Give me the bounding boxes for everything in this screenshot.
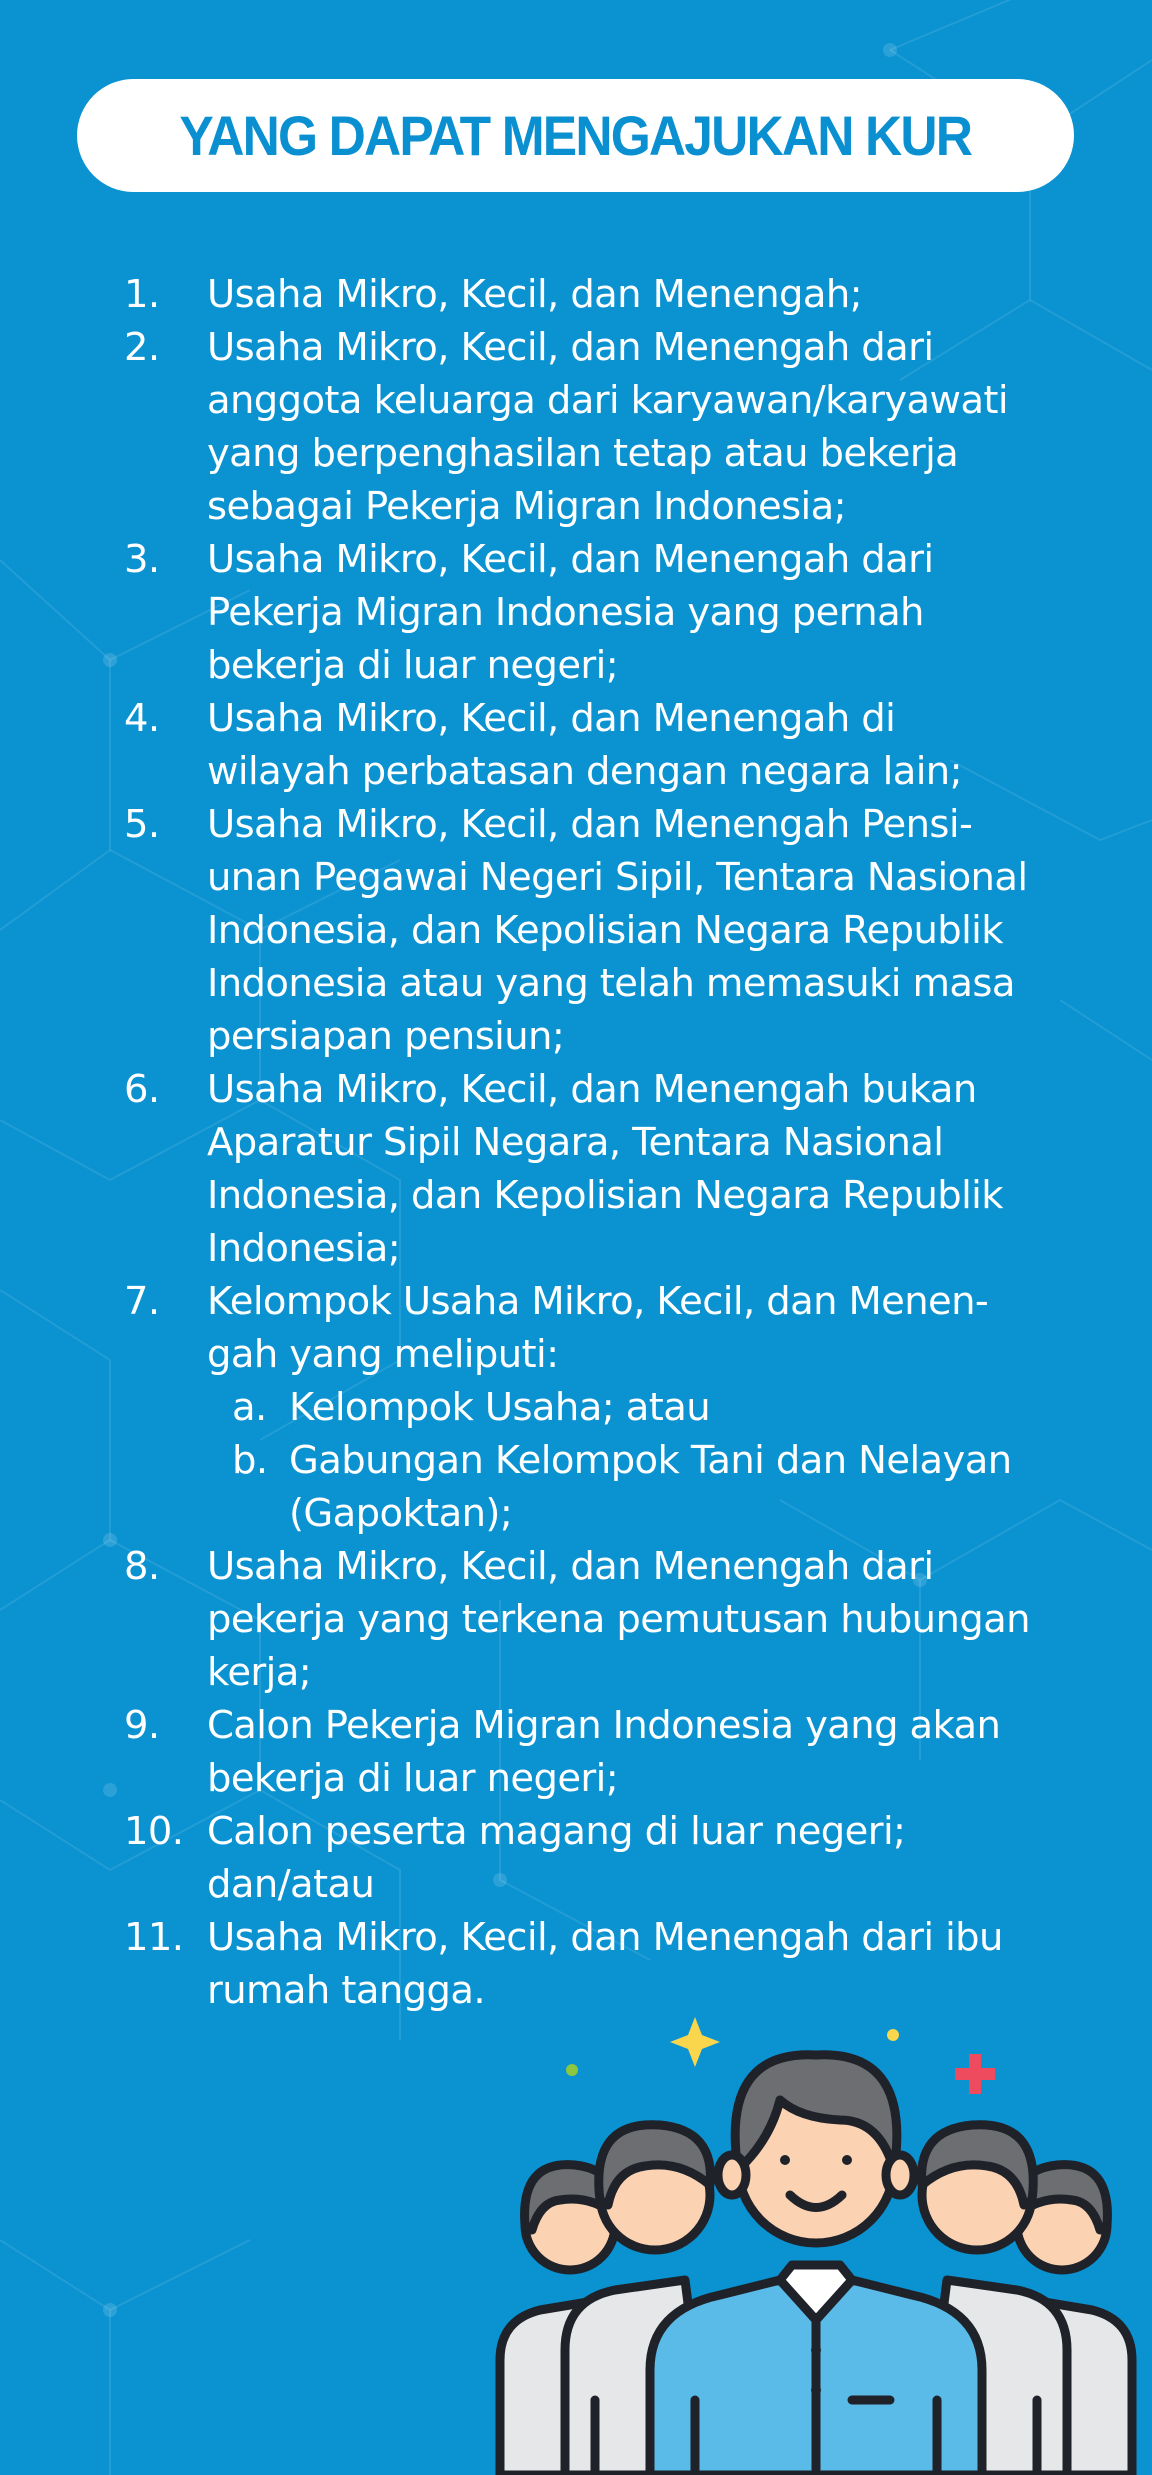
text-line: Indonesia, dan Kepolisian Negara Republik xyxy=(207,1173,1003,1218)
text-line: Gabungan Kelompok Tani dan Nelayan xyxy=(289,1438,1012,1483)
list-item-text xyxy=(207,1699,1084,1805)
list-item-text xyxy=(207,533,1084,692)
sub-list-item-text xyxy=(289,1381,1084,1434)
list-item xyxy=(124,1275,1084,1540)
text-line: Kelompok Usaha Mikro, Kecil, dan Menen- xyxy=(207,1279,989,1324)
list-item-text xyxy=(207,1275,1084,1540)
text-line: unan Pegawai Negeri Sipil, Tentara Nasional xyxy=(207,855,1028,900)
list-item-number: 1. xyxy=(124,272,160,317)
list-item-number: 9. xyxy=(124,1703,160,1748)
text-line: kerja; xyxy=(207,1650,312,1695)
text-line: Indonesia, dan Kepolisian Negara Republik xyxy=(207,908,1003,953)
list-item-text xyxy=(207,1063,1084,1275)
text-line: sebagai Pekerja Migran Indonesia; xyxy=(207,484,847,529)
list-item xyxy=(124,798,1084,1063)
list-item xyxy=(124,321,1084,533)
text-line: dan/atau xyxy=(207,1862,375,1907)
text-line: Pekerja Migran Indonesia yang pernah xyxy=(207,590,924,635)
text-line: gah yang meliputi: xyxy=(207,1332,559,1377)
list-item-text xyxy=(207,268,1084,321)
sub-list-item-letter: b. xyxy=(232,1438,268,1483)
list-item-number: 8. xyxy=(124,1544,160,1589)
list-item xyxy=(124,533,1084,692)
plus-icon xyxy=(955,2054,995,2094)
dot-icon xyxy=(566,2064,578,2076)
list-item xyxy=(124,692,1084,798)
list-item-text xyxy=(207,798,1084,1063)
text-line: (Gapoktan); xyxy=(289,1491,513,1536)
list-item-text xyxy=(207,1805,1084,1911)
list-item xyxy=(124,1540,1084,1699)
text-line: bekerja di luar negeri; xyxy=(207,643,619,688)
text-line: rumah tangga. xyxy=(207,1968,485,2013)
list-item xyxy=(124,1805,1084,1911)
text-line: Usaha Mikro, Kecil, dan Menengah di xyxy=(207,696,896,741)
list-item-text xyxy=(207,321,1084,533)
text-line: Calon Pekerja Migran Indonesia yang akan xyxy=(207,1703,1001,1748)
title-banner xyxy=(77,79,1074,192)
text-line: Usaha Mikro, Kecil, dan Menengah dari xyxy=(207,1544,934,1589)
text-line: yang berpenghasilan tetap atau bekerja xyxy=(207,431,959,476)
requirements-list xyxy=(124,268,1084,2017)
list-item-number: 6. xyxy=(124,1067,160,1112)
text-line: Kelompok Usaha; atau xyxy=(289,1385,711,1430)
text-line: Aparatur Sipil Negara, Tentara Nasional xyxy=(207,1120,944,1165)
sparkle-icon xyxy=(670,2017,720,2067)
text-line: anggota keluarga dari karyawan/karyawati xyxy=(207,378,1009,423)
text-line: Usaha Mikro, Kecil, dan Menengah dari xyxy=(207,325,934,370)
text-line: Indonesia; xyxy=(207,1226,401,1271)
text-line: persiapan pensiun; xyxy=(207,1014,565,1059)
list-item-number: 10. xyxy=(124,1809,184,1854)
list-item-number: 7. xyxy=(124,1279,160,1324)
list-item-number: 4. xyxy=(124,696,160,741)
sub-list-item-text xyxy=(289,1434,1084,1540)
list-item-number: 3. xyxy=(124,537,160,582)
text-line: Usaha Mikro, Kecil, dan Menengah Pensi- xyxy=(207,802,973,847)
text-line: Usaha Mikro, Kecil, dan Menengah dari ibu xyxy=(207,1915,1003,1960)
text-line: Usaha Mikro, Kecil, dan Menengah bukan xyxy=(207,1067,977,1112)
text-line: pekerja yang terkena pemutusan hubungan xyxy=(207,1597,1030,1642)
page-title: YANG DAPAT MENGAJUKAN KUR xyxy=(179,104,972,167)
text-line: Indonesia atau yang telah memasuki masa xyxy=(207,961,1015,1006)
list-item-text xyxy=(207,692,1084,798)
list-item-text xyxy=(207,1540,1084,1699)
sub-list-item xyxy=(232,1381,1084,1434)
text-line: bekerja di luar negeri; xyxy=(207,1756,619,1801)
text-line: Usaha Mikro, Kecil, dan Menengah dari xyxy=(207,537,934,582)
sub-list-item xyxy=(232,1434,1084,1540)
list-item xyxy=(124,268,1084,321)
list-item xyxy=(124,1699,1084,1805)
text-line: Usaha Mikro, Kecil, dan Menengah; xyxy=(207,272,863,317)
list-item xyxy=(124,1063,1084,1275)
list-item-number: 5. xyxy=(124,802,160,847)
dot-icon xyxy=(887,2029,899,2041)
list-item-number: 11. xyxy=(124,1915,184,1960)
team-people-icon xyxy=(480,1980,1152,2475)
text-line: Calon peserta magang di luar negeri; xyxy=(207,1809,906,1854)
sub-list-item-letter: a. xyxy=(232,1385,267,1430)
list-item-number: 2. xyxy=(124,325,160,370)
text-line: wilayah perbatasan dengan negara lain; xyxy=(207,749,962,794)
